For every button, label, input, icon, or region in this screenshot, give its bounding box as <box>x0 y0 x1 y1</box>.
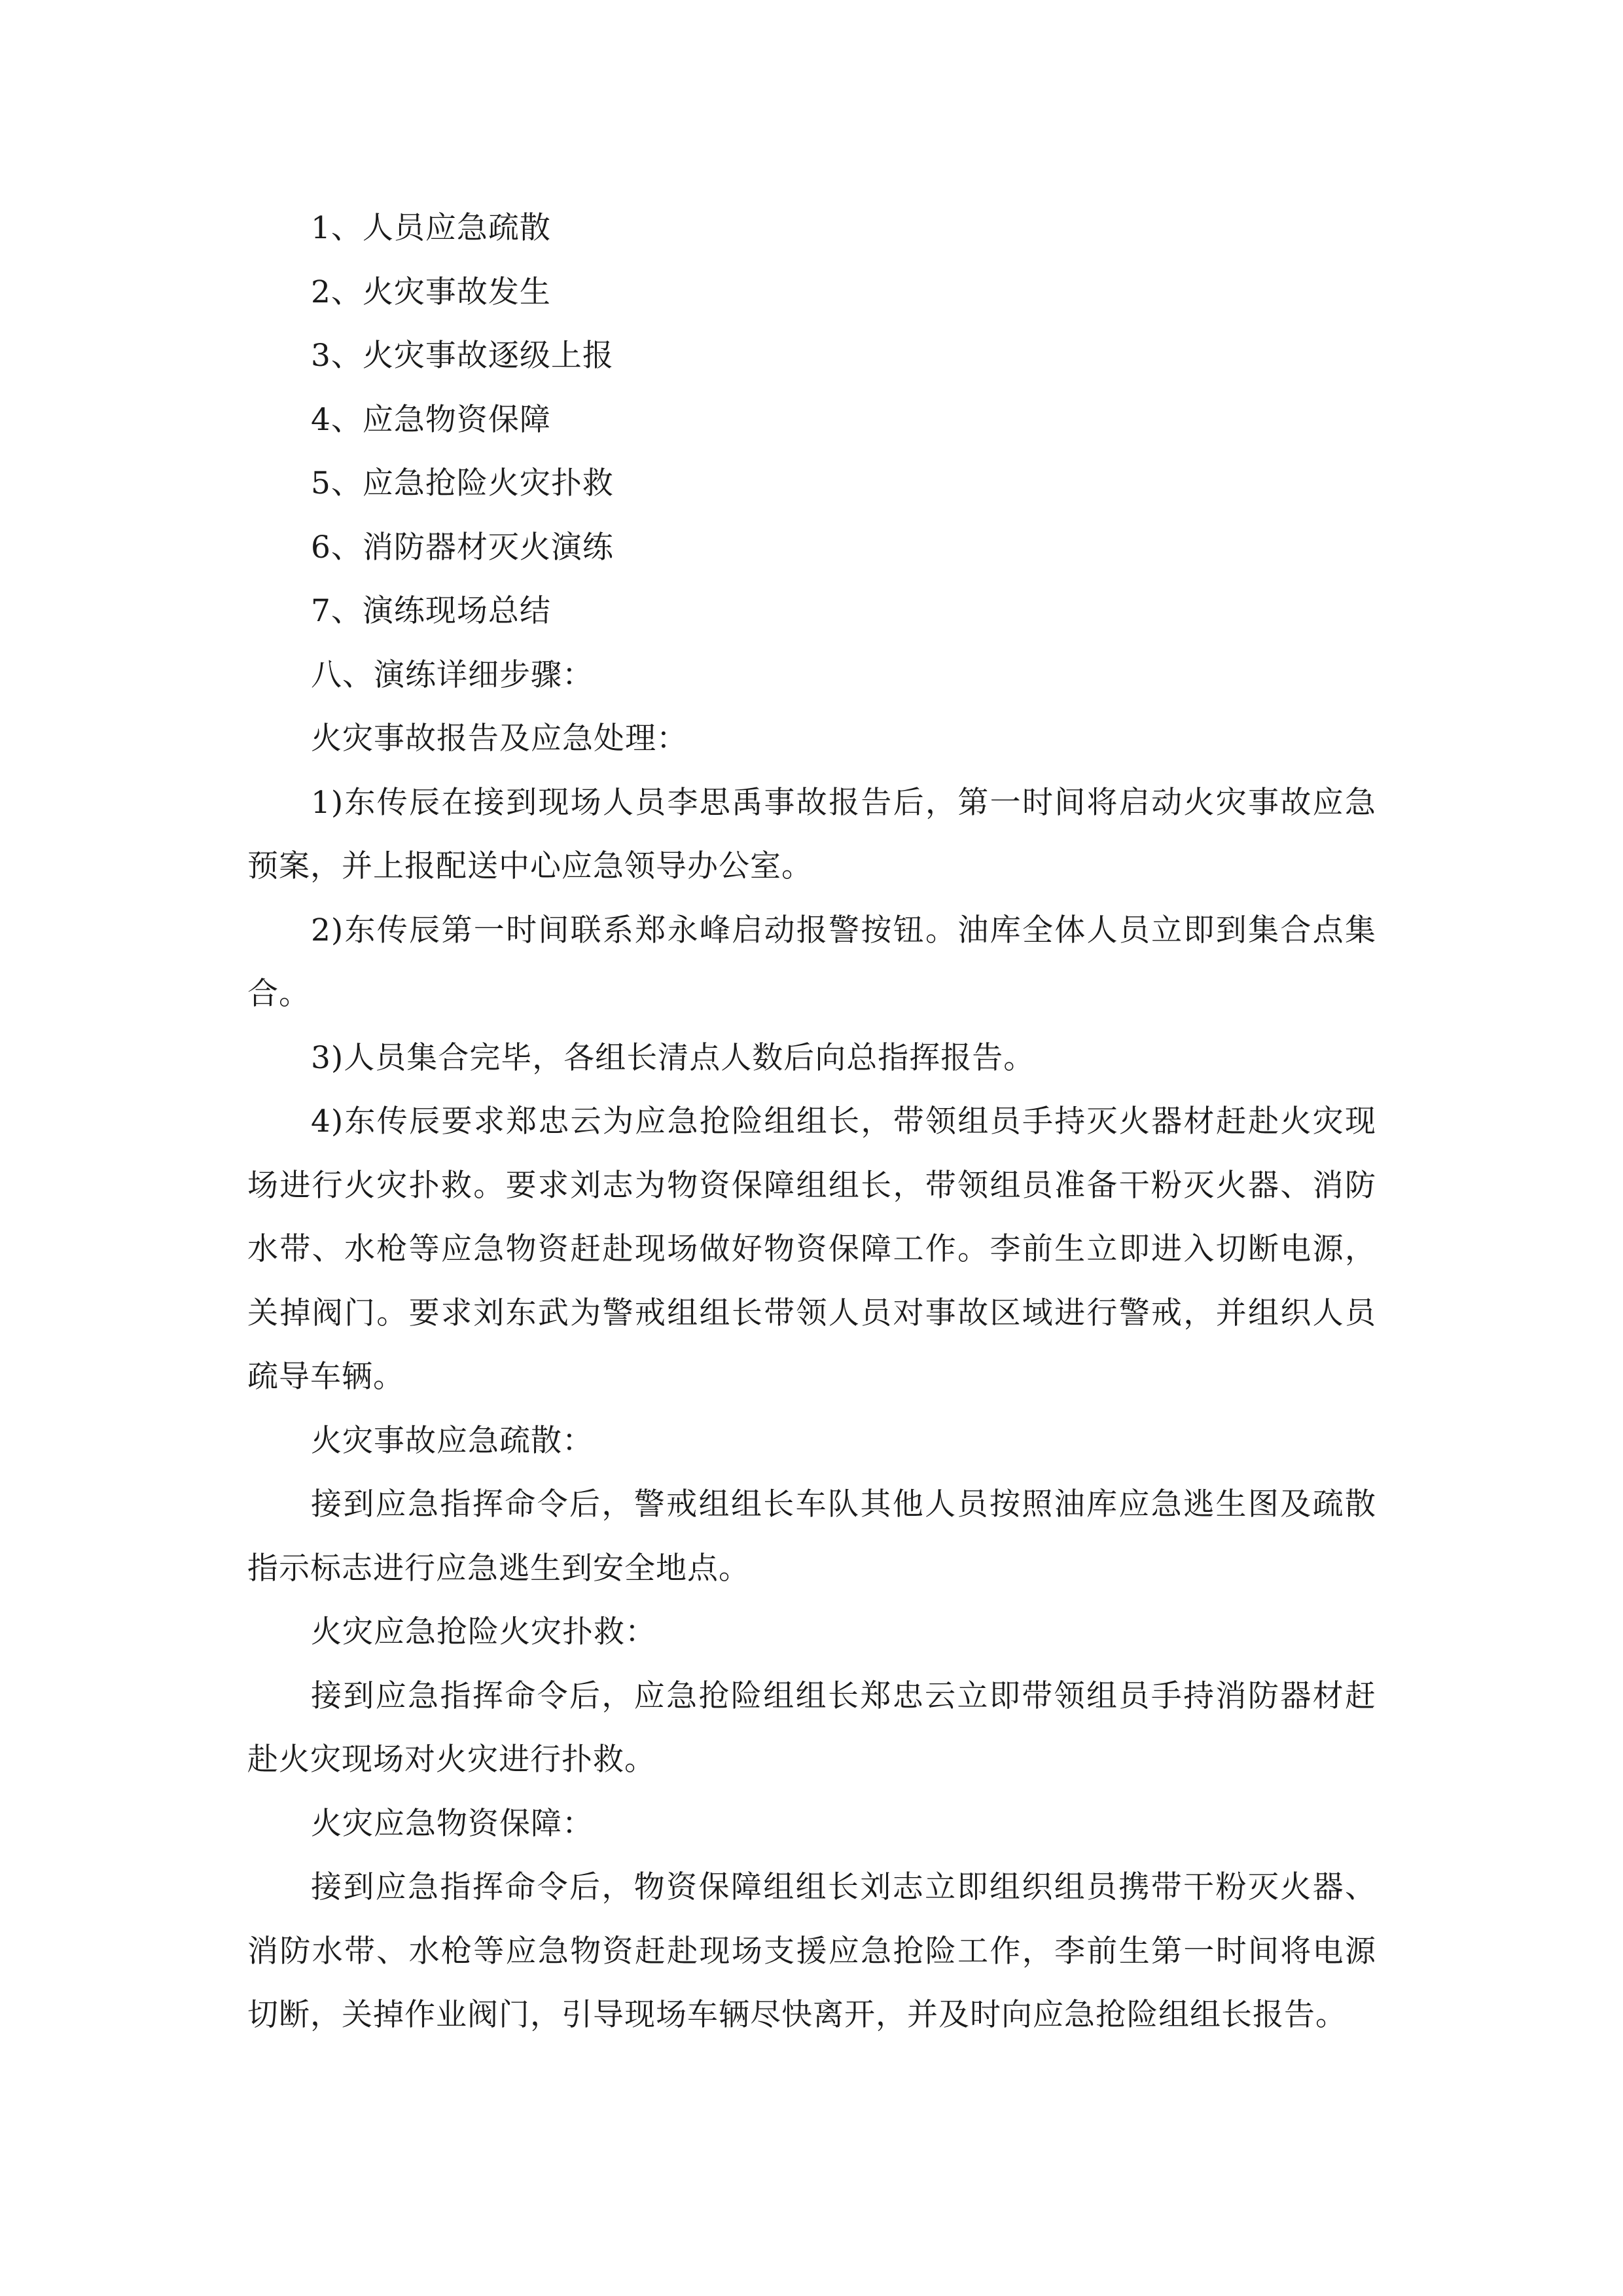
rescue-text: 接到应急指挥命令后，应急抢险组组长郑忠云立即带领组员手持消防器材赶赴火灾现场对火灾进行扑救。 <box>247 1677 1376 1778</box>
step-item: 5、应急抢险火灾扑救 <box>311 465 614 501</box>
step-item: 6、消防器材灭火演练 <box>311 529 614 565</box>
report-item: 1)东传辰在接到现场人员李思禹事故报告后，第一时间将启动火灾事故应急预案，并上报配送中心应急领导办公室。 <box>247 784 1376 884</box>
evacuation-heading: 火灾事故应急疏散： <box>311 1422 594 1459</box>
report-item: 2)东传辰第一时间联系郑永峰启动报警按钮。油库全体人员立即到集合点集合。 <box>247 912 1376 1012</box>
report-heading: 火灾事故报告及应急处理： <box>311 721 688 757</box>
step-item: 2、火灾事故发生 <box>311 274 551 310</box>
step-item: 3、火灾事故逐级上报 <box>311 338 614 374</box>
supply-heading: 火灾应急物资保障： <box>311 1805 594 1842</box>
document-body <box>247 196 1376 2047</box>
report-item: 4)东传辰要求郑忠云为应急抢险组组长，带领组员手持灭火器材赶赴火灾现场进行火灾扑救。要求刘志为物资保障组组长，带领组员准备干粉灭火器、消防水带、水枪等应急物资赶赴现场做好物资保障工作。李前生立即进入切断电源，关掉阀门。要求刘东武为警戒组组长带领人员对事故区域进行警戒，并组织人员疏导车辆。 <box>247 1103 1376 1395</box>
step-item: 4、应急物资保障 <box>311 401 551 438</box>
evacuation-text: 接到应急指挥命令后，警戒组组长车队其他人员按照油库应急逃生图及疏散指示标志进行应急逃生到安全地点。 <box>247 1486 1376 1587</box>
step-item: 7、演练现场总结 <box>311 593 551 629</box>
supply-text: 接到应急指挥命令后，物资保障组组长刘志立即组织组员携带干粉灭火器、消防水带、水枪等应急物资赶赴现场支援应急抢险工作，李前生第一时间将电源切断，关掉作业阀门，引导现场车辆尽快离开，并及时向应急抢险组组长报告。 <box>247 1869 1376 2033</box>
step-item: 1、人员应急疏散 <box>311 210 551 246</box>
section-heading: 八、演练详细步骤： <box>311 656 594 693</box>
report-item: 3)人员集合完毕，各组长清点人数后向总指挥报告。 <box>311 1039 1035 1076</box>
rescue-heading: 火灾应急抢险火灾扑救： <box>311 1614 656 1650</box>
